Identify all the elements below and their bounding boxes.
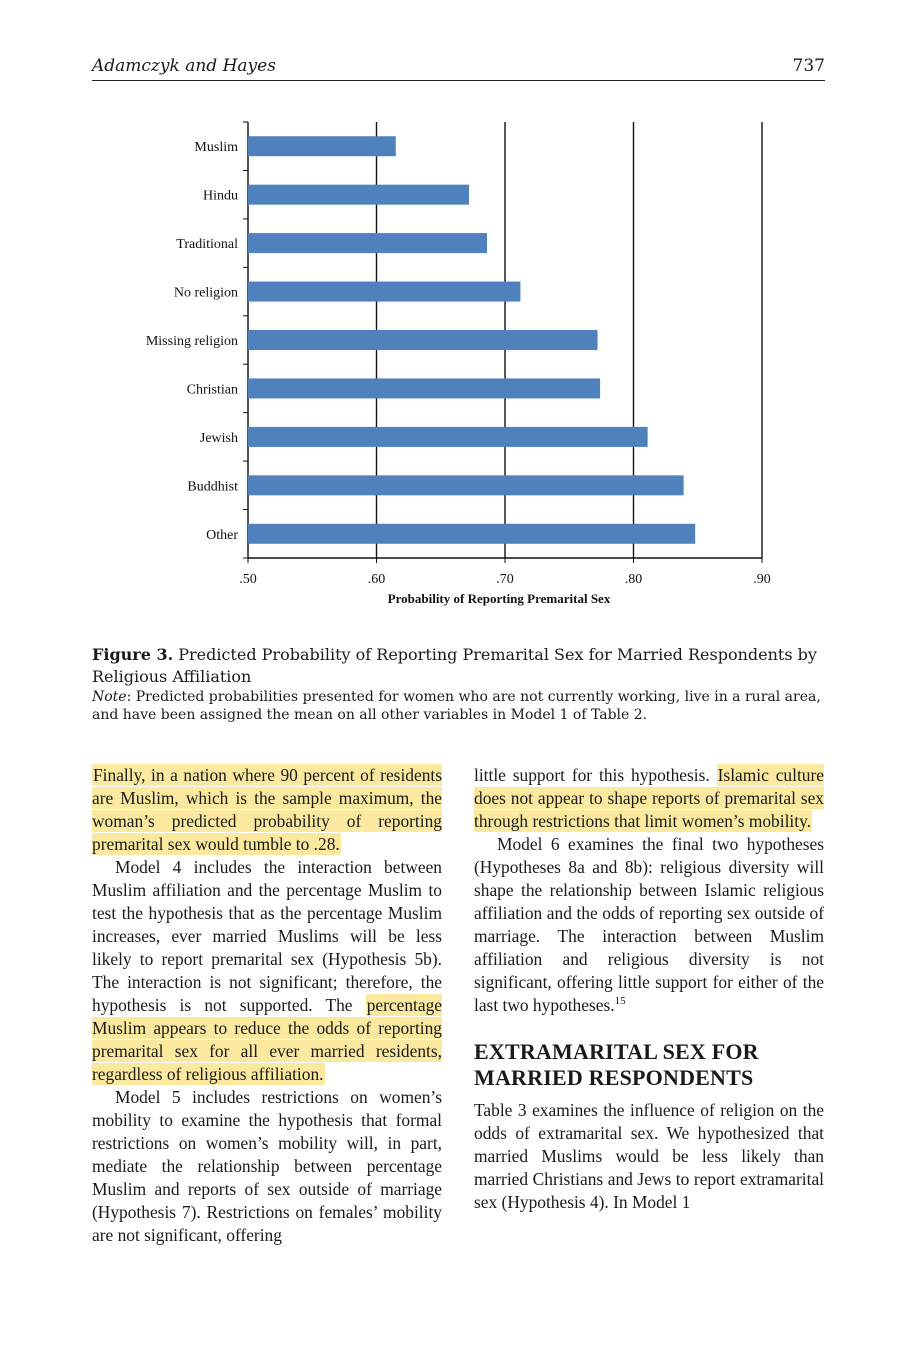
bar-chart — [0, 110, 918, 620]
section-heading: EXTRAMARITAL SEX FOR MARRIED RESPONDENTS — [474, 1039, 759, 1090]
figure-title — [92, 644, 825, 688]
figure-note-label: Note — [92, 689, 127, 705]
y-category-label: Traditional — [176, 237, 238, 253]
page-number: 737 — [792, 56, 825, 76]
figure-note-text: : Predicted probabilities presented for women who are not currently working, live in a rural area, and have been assigned the mean on all other variables in Model 1 of Table 2. — [92, 689, 821, 723]
y-category-label: Missing religion — [145, 334, 238, 349]
footnote-marker: 15 — [614, 995, 626, 1008]
y-category-label: Muslim — [194, 140, 238, 156]
figure-label: Figure 3. — [92, 645, 174, 664]
bar — [248, 136, 396, 156]
bar — [248, 378, 600, 398]
running-head — [92, 56, 825, 81]
y-category-label: Buddhist — [187, 479, 238, 495]
right-paragraph-2 — [474, 833, 824, 1017]
bar — [248, 330, 598, 350]
x-tick-label: .90 — [753, 572, 771, 587]
bar — [248, 185, 469, 205]
y-category-label: Christian — [186, 382, 238, 398]
x-tick-label: .60 — [367, 572, 386, 587]
bar — [248, 475, 684, 495]
bar — [248, 427, 648, 447]
running-head-authors: Adamczyk and Hayes — [92, 56, 276, 76]
left-paragraph-2-text: Model 4 includes the interaction between Muslim affiliation and the percentage Muslim to test the hypothesis that as the percentage Muslim increases, ever married Muslims will be less likely to report premarital sex (Hypothesis 5b). The interaction is not significant; therefore, the hypothesis is not supported. The — [92, 857, 442, 1015]
highlight: Finally, in a nation where 90 percent of residents are Muslim, which is the sample maximum, the woman’s predicted probability of reporting premarital sex would tumble to .28. — [92, 765, 442, 854]
y-category-label: Hindu — [203, 188, 238, 204]
y-category-label: Other — [206, 527, 238, 543]
highlight: percentage Muslim appears to reduce the odds of reporting premarital sex for all ever married residents, regardless of religious affiliation. — [92, 995, 442, 1084]
bar — [248, 233, 487, 253]
figure-caption — [92, 644, 825, 724]
x-tick-label: .80 — [624, 572, 643, 587]
left-paragraph-3: Model 5 includes restrictions on women’s mobility to examine the hypothesis that formal restrictions on women’s mobility will, in part, mediate the relationship between percentage Muslim and reports of sex outside of marriage (Hypothesis 7). Restrictions on females’ mobility are not significant, offering — [92, 1087, 442, 1245]
highlight: Islamic culture does not appear to shape reports of premarital sex through restrictions that limit women’s mobility. — [474, 765, 824, 831]
right-column — [474, 764, 824, 1214]
left-paragraph-1 — [92, 764, 442, 856]
figure-title-text: Predicted Probability of Reporting Premarital Sex for Married Respondents by Religious Affiliation — [92, 645, 817, 686]
figure-note — [92, 688, 825, 724]
left-column — [92, 764, 442, 1247]
right-paragraph-2-text: Model 6 examines the final two hypotheses (Hypotheses 8a and 8b): religious diversity will shape the relationship between Islamic religious affiliation and the odds of reporting sex outside of marriage. The interaction between Muslim affiliation and religious diversity is not significant, offering little support for either of the last two hypotheses. — [474, 834, 824, 1015]
x-tick-label: .50 — [239, 572, 257, 587]
y-category-label: No religion — [173, 285, 238, 301]
right-paragraph-1 — [474, 764, 824, 833]
x-axis-label: Probability of Reporting Premarital Sex — [387, 591, 611, 606]
right-paragraph-1-text: little support for this hypothesis. — [474, 765, 717, 785]
bar — [248, 524, 695, 544]
x-tick-label: .70 — [496, 572, 514, 587]
y-category-label: Jewish — [199, 430, 238, 446]
right-paragraph-3: Table 3 examines the influence of religion on the odds of extramarital sex. We hypothesized that married Muslims would be less likely than married Christians and Jews to report extramarital sex (Hypothesis 4). In Model 1 — [474, 1100, 824, 1212]
bar — [248, 282, 520, 302]
left-paragraph-2 — [92, 856, 442, 1086]
